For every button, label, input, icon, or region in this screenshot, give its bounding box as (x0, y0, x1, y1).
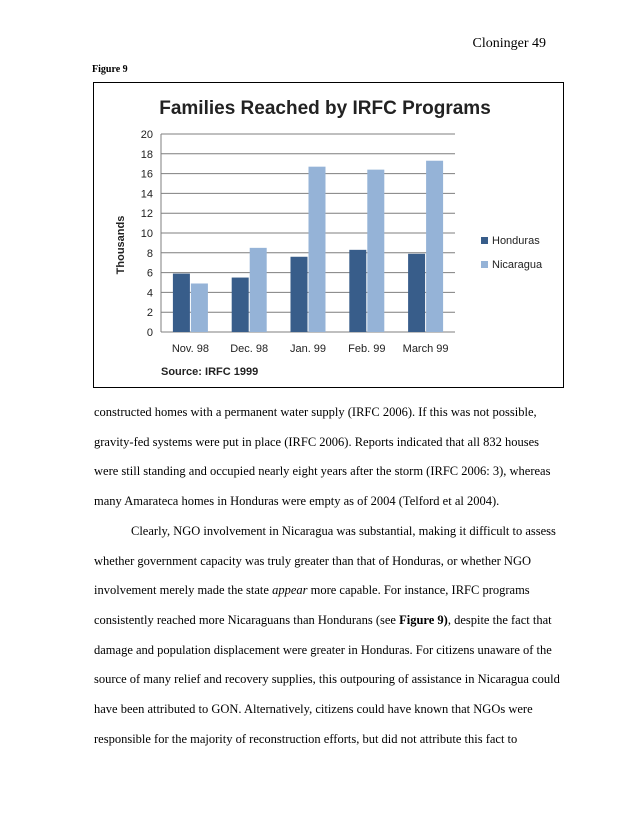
text-line: many Amarateca homes in Honduras were empty as of 2004 (Telford et al 2004). (94, 494, 500, 509)
text-line (94, 576, 554, 606)
bar-honduras (291, 257, 308, 332)
text-line: source of many relief and recovery supplies, this outpouring of assistance in Nicaragua could (94, 672, 560, 687)
bar-nicaragua (426, 161, 443, 332)
y-tick-label: 20 (140, 129, 153, 141)
chart-title: Families Reached by IRFC Programs (159, 98, 491, 119)
text-line: responsible for the majority of reconstruction efforts, but did not attribute this fact to (94, 731, 518, 746)
y-tick-label: 16 (140, 168, 153, 181)
bar-honduras (232, 278, 249, 332)
paragraph-1 (94, 398, 554, 517)
y-tick-label: 0 (146, 327, 153, 339)
bar-honduras (173, 274, 190, 332)
legend-swatch (481, 237, 488, 244)
y-tick-label: 14 (140, 188, 153, 201)
text-segment: , despite the fact that (447, 612, 552, 627)
text-segment: consistently reached more Nicaraguans than Hondurans (see (94, 612, 400, 627)
y-axis-label: Thousands (115, 215, 127, 275)
figure-reference: Figure 9) (399, 612, 448, 627)
paragraph-2 (94, 517, 560, 755)
bar-nicaragua (367, 170, 384, 332)
x-tick-label: March 99 (402, 343, 449, 355)
bar-honduras (349, 250, 366, 332)
y-tick-label: 8 (146, 247, 153, 260)
bar-nicaragua (250, 248, 267, 332)
bar-chart (94, 83, 563, 387)
text-segment: more capable. For instance, IRFC programs (307, 583, 530, 598)
x-tick-label: Dec. 98 (230, 343, 269, 355)
chart-frame (93, 82, 564, 388)
text-line (94, 606, 554, 636)
x-tick-label: Nov. 98 (171, 343, 209, 355)
x-tick-labels (172, 343, 449, 355)
legend (481, 235, 543, 271)
x-tick-label: Jan. 99 (289, 343, 327, 355)
text-line: damage and population displacement were greater in Honduras. For citizens unaware of the (94, 642, 552, 657)
text-line: constructed homes with a permanent water supply (IRFC 2006). If this was not possible, (94, 405, 537, 419)
text-line: have been attributed to GON. Alternatively, citizens could have known that NGOs were (94, 702, 533, 717)
text-line: were still standing and occupied nearly eight years after the storm (IRFC 2006: 3), whereas (94, 464, 551, 479)
y-tick-label: 12 (140, 208, 153, 221)
bar-nicaragua (191, 283, 208, 332)
y-tick-label: 6 (146, 267, 153, 280)
y-tick-label: 4 (146, 287, 153, 300)
figure-label: Figure 9 (92, 64, 128, 75)
running-head: Cloninger 49 (472, 36, 546, 51)
text-segment: involvement merely made the state (94, 583, 273, 598)
y-tick-label: 10 (140, 228, 153, 240)
y-tick-labels (141, 129, 153, 339)
bars (173, 161, 443, 332)
text-line: Clearly, NGO involvement in Nicaragua was substantial, making it difficult to assess (131, 523, 556, 538)
text-line: gravity-fed systems were put in place (IRFC 2006). Reports indicated that all 832 houses (94, 434, 540, 449)
y-tick-label: 18 (140, 148, 153, 161)
legend-label: Nicaragua (492, 259, 543, 271)
y-tick-label: 2 (146, 307, 153, 320)
chart-source: Source: IRFC 1999 (161, 366, 259, 378)
x-tick-label: Feb. 99 (348, 343, 386, 355)
text-line: whether government capacity was truly greater than that of Honduras, or whether NGO (94, 553, 531, 568)
legend-label: Honduras (492, 235, 540, 247)
emphasis-text: appear (272, 583, 308, 598)
body-text (94, 398, 560, 754)
bar-honduras (408, 254, 425, 332)
bar-nicaragua (309, 167, 326, 332)
legend-swatch (481, 261, 488, 268)
